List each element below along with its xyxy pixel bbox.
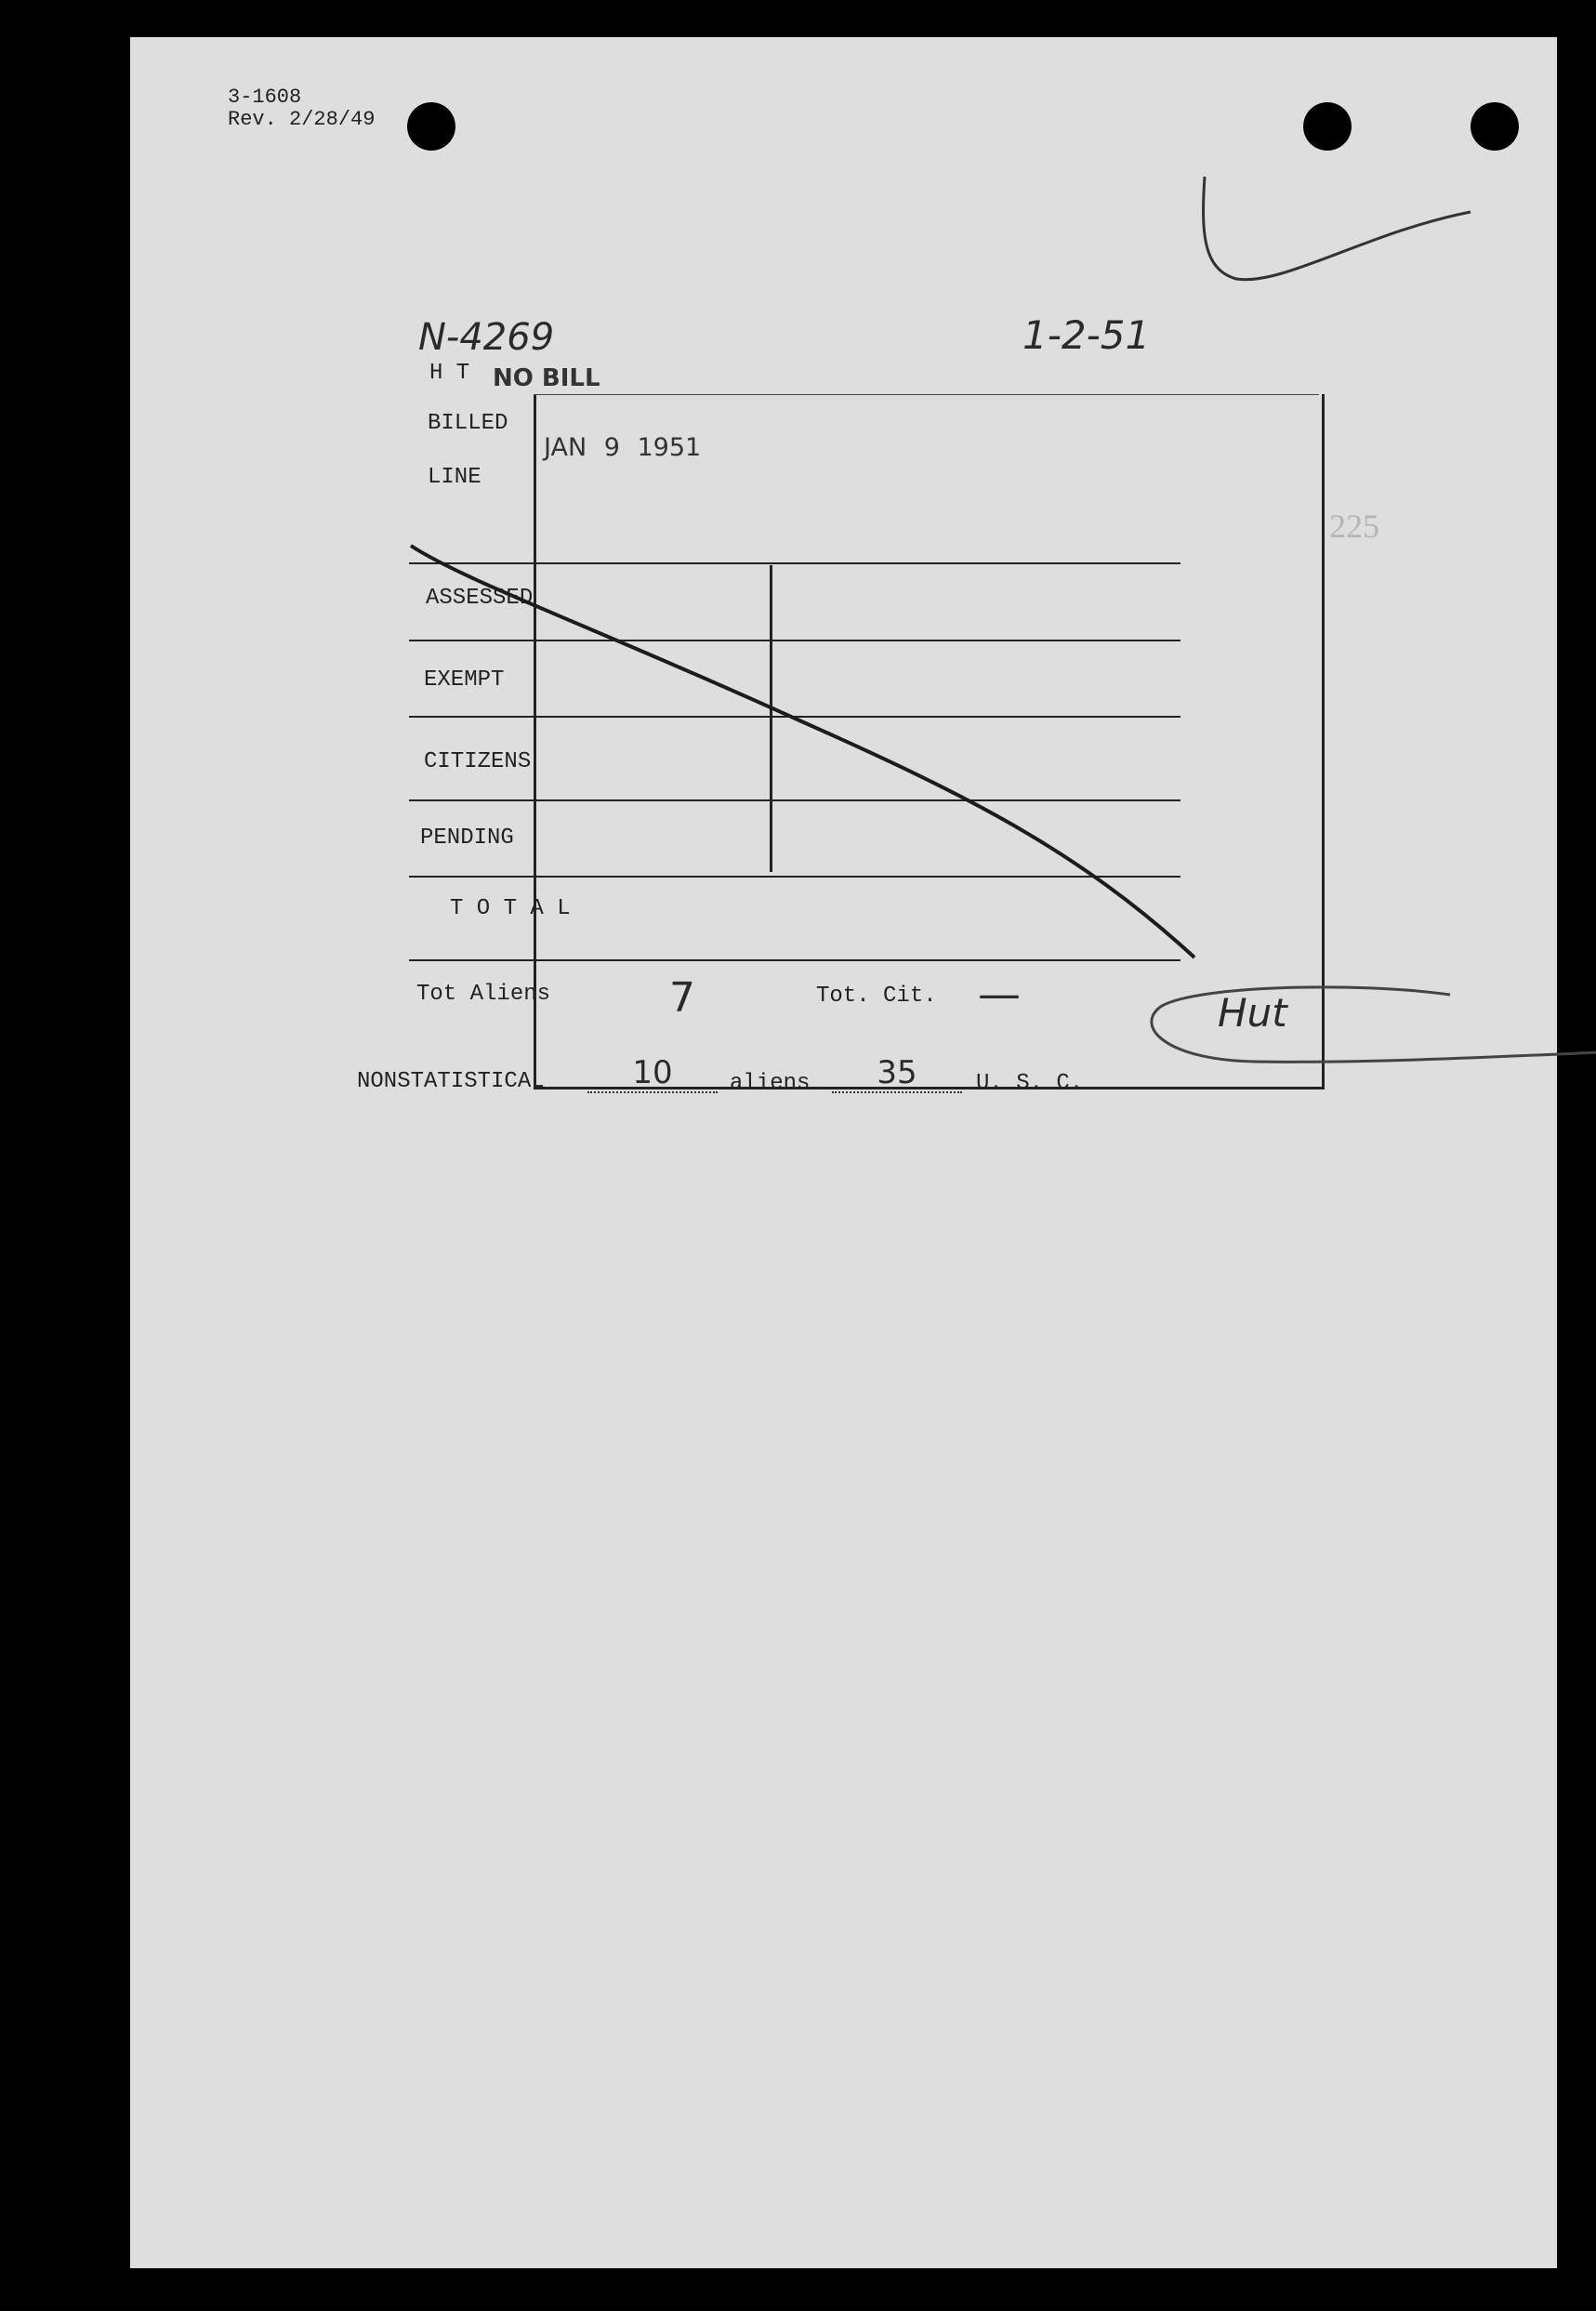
label-line: LINE [428,465,481,490]
row-label-pending: PENDING [420,825,514,851]
stamp-no-bill: NO BILL [493,364,600,392]
label-billed: BILLED [428,411,508,436]
row-label-total: T O T A L [450,896,571,921]
initials: Hut [1218,990,1287,1036]
value-tot-aliens: 7 [669,974,695,1022]
row-label-citizens: CITIZENS [424,749,532,774]
value-nonstat-usc: 35 [832,1054,962,1093]
label-usc: U. S. C. [976,1071,1084,1096]
label-tot-cit: Tot. Cit. [816,984,937,1009]
punch-hole-center [1303,102,1352,151]
document-page [130,37,1557,2268]
form-revision: Rev. 2/28/49 [228,108,376,131]
row-label-assessed: ASSESSED [426,586,534,611]
handwritten-date: 1-2-51 [1022,312,1151,358]
file-number: N-4269 [418,316,555,359]
value-tot-cit: — [978,969,1021,1019]
initials-flourish [1125,976,1596,1078]
punch-hole-right [1471,102,1519,151]
punch-hole-left [407,102,455,151]
label-ht: H T [429,361,470,386]
value-nonstat-aliens: 10 [587,1054,718,1093]
row-label-exempt: EXEMPT [424,667,505,693]
stamp-date: JAN 9 1951 [544,433,702,462]
form-number: 3-1608 [228,86,302,109]
label-tot-aliens: Tot Aliens [416,982,551,1007]
strike-through-line [409,544,1329,1009]
table-top-rule [534,394,1319,395]
check-mark-icon [1199,177,1478,363]
label-aliens: aliens [730,1071,811,1096]
page-number: 225 [1329,508,1379,545]
label-nonstatistical: NONSTATISTICAL [357,1069,545,1094]
